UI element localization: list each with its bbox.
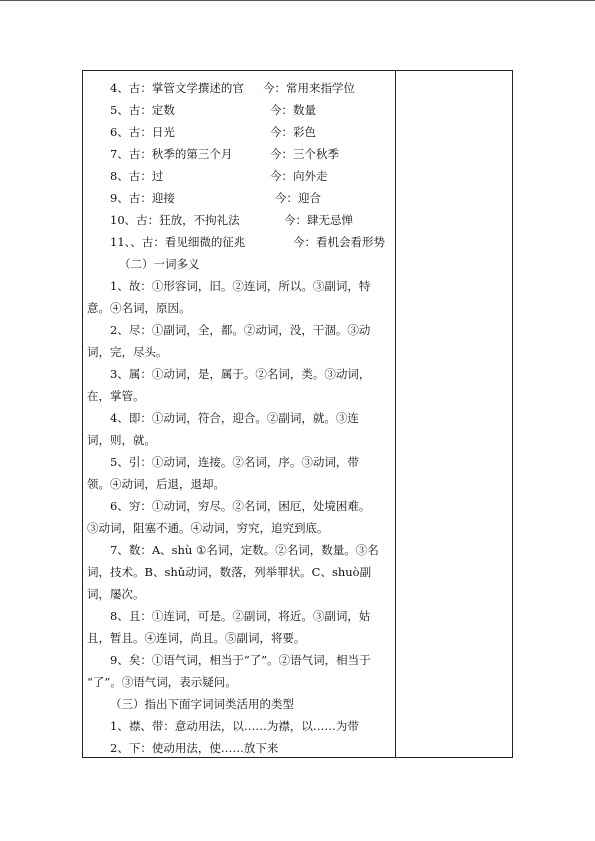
polysemy-line: 在，掌管。	[87, 389, 145, 403]
polysemy-line: 3、属：①动词，是，属于。②名词，类。③动词，	[110, 367, 371, 381]
polysemy-line: 且，暂且。④连词，尚且。⑤副词，将要。	[87, 631, 306, 645]
section-heading: （三）指出下面字词词类活用的类型	[110, 697, 294, 711]
modern-meaning: 今：迎合	[275, 191, 321, 205]
polysemy-list	[87, 275, 392, 693]
word-pair-row	[87, 165, 392, 187]
modern-meaning: 今：常用来指学位	[263, 81, 355, 95]
polysemy-line: 9、矣：①语气词，相当于“了”。②语气词，相当于	[110, 653, 371, 667]
polysemy-line: 2、尽：①副词，全，都。②动词，没，干涸。③动	[110, 323, 371, 337]
usage-line: 1、襟、带：意动用法，以……为襟，以……为带	[110, 719, 359, 733]
word-pair-row	[87, 187, 392, 209]
usage-line: 2、下：使动用法，使……放下来	[110, 741, 279, 755]
usage-list	[87, 715, 392, 759]
polysemy-line: “了”。③语气词，表示疑问。	[87, 675, 237, 689]
ancient-meaning: 7、古：秋季的第三个月	[110, 147, 233, 161]
modern-meaning: 今：数量	[270, 103, 316, 117]
modern-meaning: 今：三个秋季	[270, 147, 339, 161]
table-right-cell	[396, 71, 512, 757]
polysemy-line: 词，技术。B、shǔ动词，数落，列举罪状。C、shuò副	[87, 565, 372, 579]
ancient-meaning: 5、古：定数	[110, 103, 175, 117]
polysemy-line: ③动词，阻塞不通。④动词，穷究，追究到底。	[87, 521, 329, 535]
polysemy-line: 词，则，就。	[87, 433, 156, 447]
polysemy-line: 8、且：①连词，可是。②副词，将近。③副词，姑	[110, 609, 371, 623]
polysemy-line: 1、故：①形容词，旧。②连词，所以。③副词，特	[110, 279, 371, 293]
table-left-cell	[87, 77, 392, 759]
polysemy-line: 5、引：①动词，连接。②名词，序。③动词，带	[110, 455, 359, 469]
ancient-meaning: 10、古：狂放，不拘礼法	[110, 213, 240, 227]
word-pair-row	[87, 231, 392, 253]
page-top-rule	[0, 0, 595, 1]
modern-meaning: 今：看机会看形势	[293, 235, 385, 249]
polysemy-line: 7、数：A、shù ①名词，定数。②名词，数量。③名	[110, 543, 379, 557]
word-pair-row	[87, 121, 392, 143]
polysemy-line: 词，完，尽头。	[87, 345, 168, 359]
modern-meaning: 今：彩色	[270, 125, 316, 139]
word-pair-row	[87, 209, 392, 231]
word-pair-row	[87, 143, 392, 165]
modern-meaning: 今：肆无忌惮	[284, 213, 353, 227]
polysemy-line: 意。④名词，原因。	[87, 301, 191, 315]
section-heading: （二）一词多义	[119, 257, 200, 271]
ancient-meaning: 6、古：日光	[110, 125, 175, 139]
word-pair-row	[87, 77, 392, 99]
archaic-modern-list	[87, 77, 392, 253]
polysemy-line: 6、穷：①动词，穷尽。②名词，困厄，处境困难。	[110, 499, 371, 513]
modern-meaning: 今：向外走	[270, 169, 328, 183]
polysemy-line: 4、即：①动词，符合，迎合。②副词，就。③连	[110, 411, 359, 425]
ancient-meaning: 9、古：迎接	[110, 191, 175, 205]
ancient-meaning: 11、、古：看见细微的征兆	[110, 235, 246, 249]
polysemy-line: 领。④动词，后退，退却。	[87, 477, 225, 491]
polysemy-line: 词，屡次。	[87, 587, 145, 601]
ancient-meaning: 8、古：过	[110, 169, 164, 183]
content-table	[82, 70, 513, 758]
ancient-meaning: 4、古：掌管文学撰述的官	[110, 81, 244, 95]
word-pair-row	[87, 99, 392, 121]
